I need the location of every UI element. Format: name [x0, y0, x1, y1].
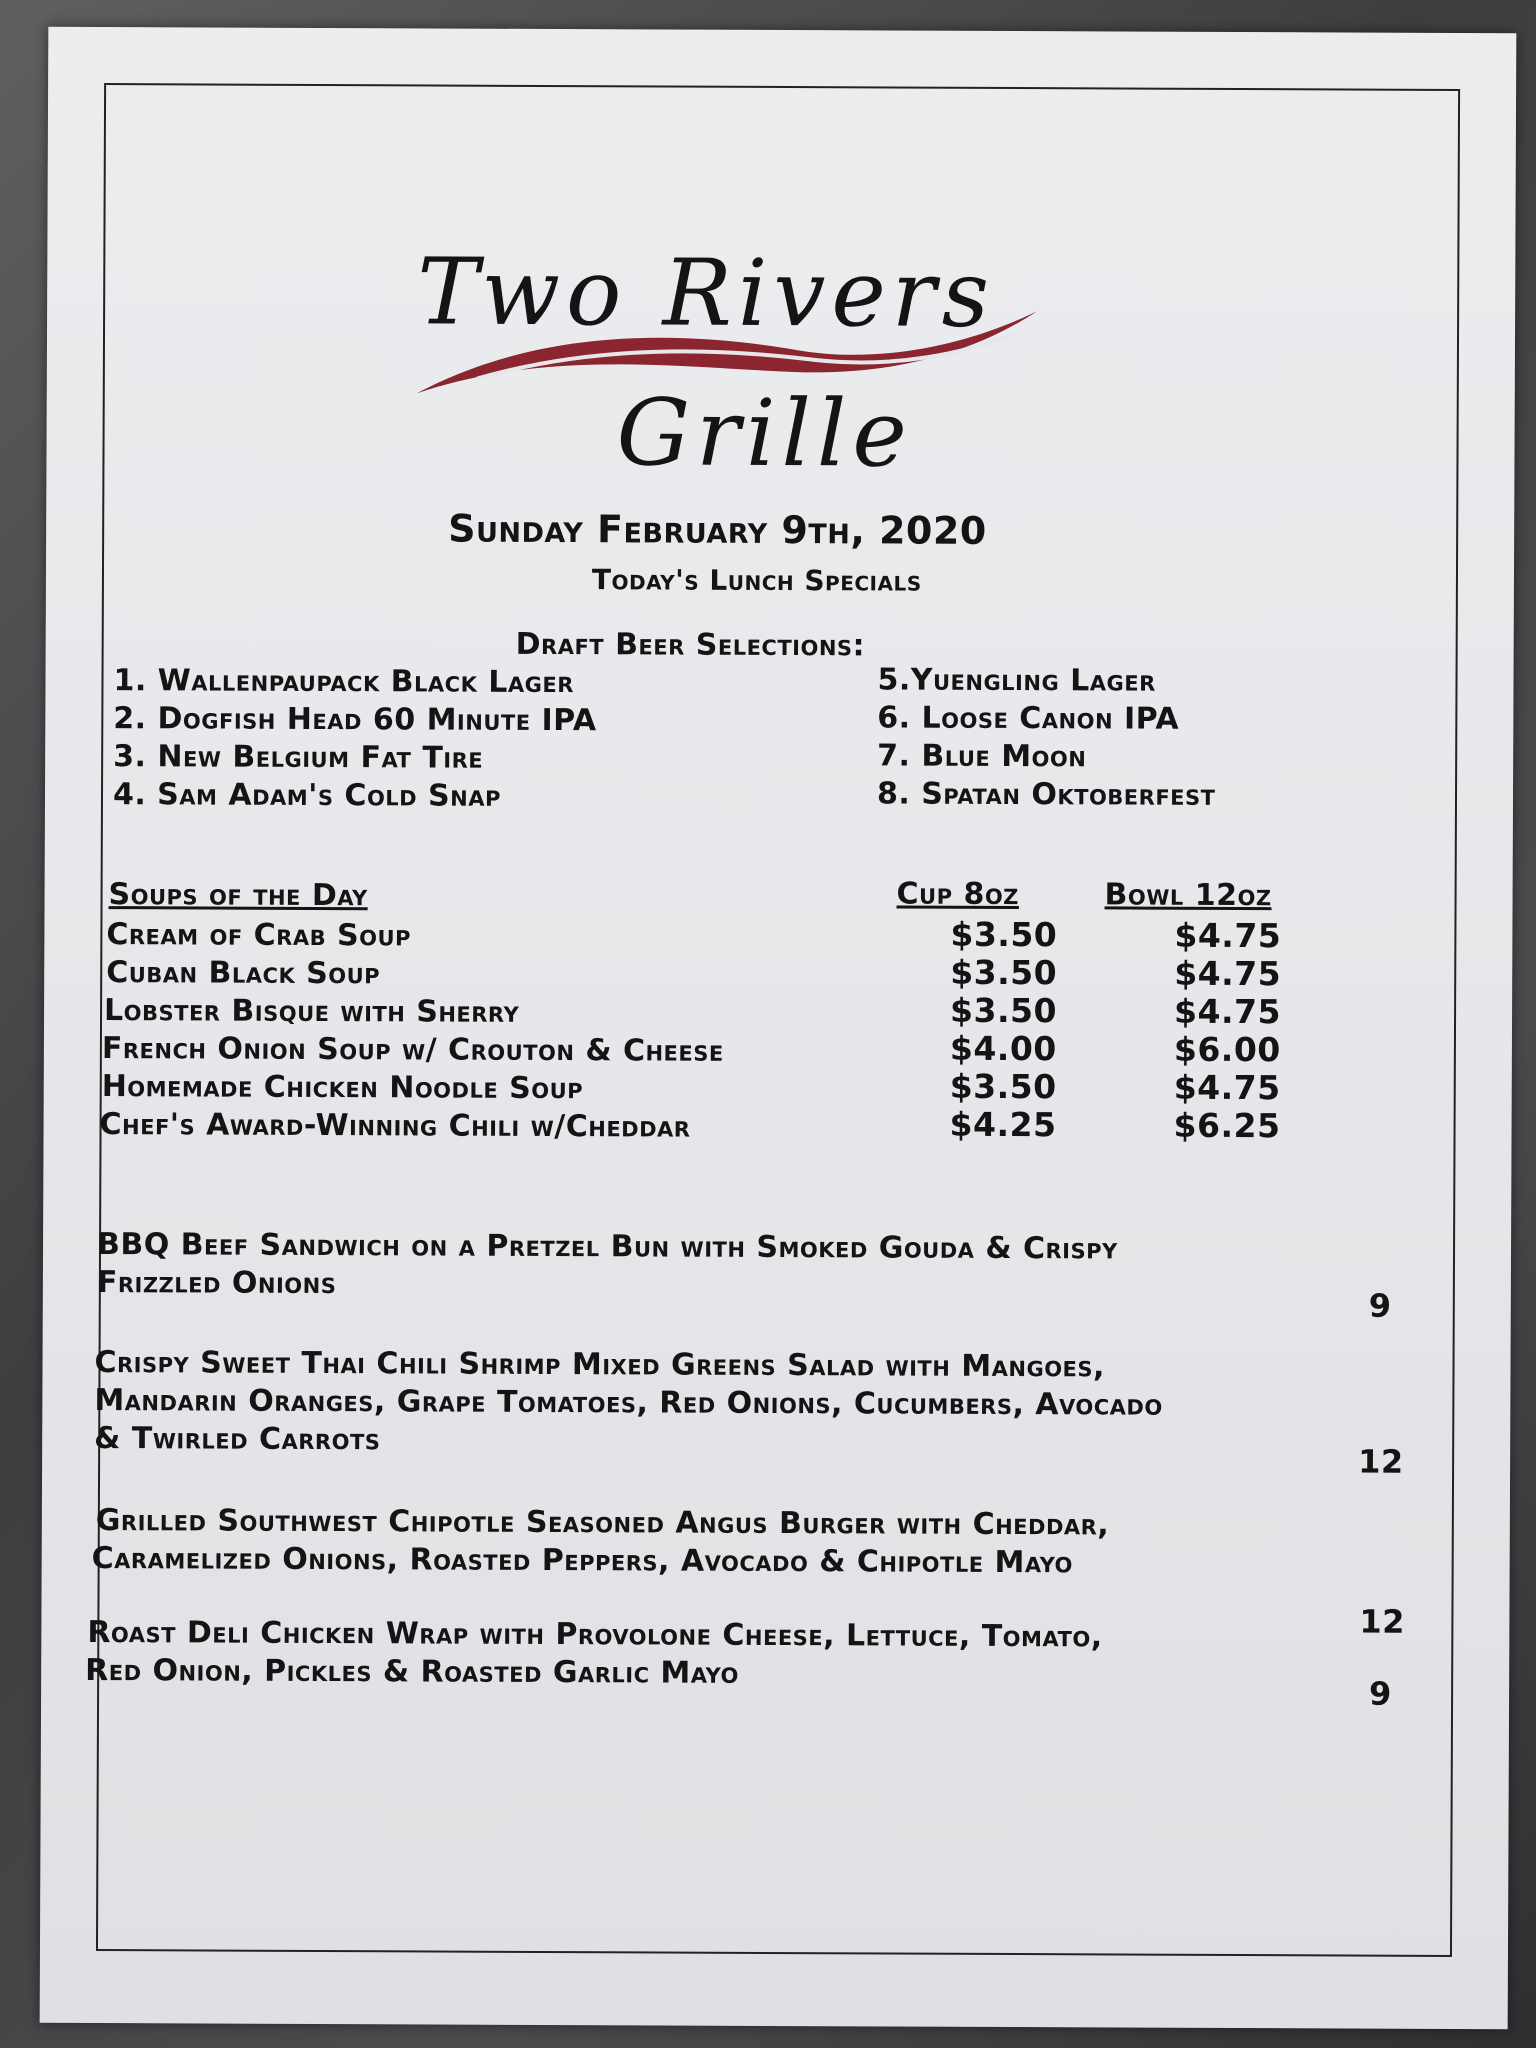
special-line: Mandarin Oranges, Grape Tomatoes, Red Onions, Cucumbers, Avocado — [94, 1383, 1163, 1423]
bowl-size-heading: Bowl 12oz — [1104, 877, 1272, 914]
soup-cup-price: $3.50 — [950, 952, 1058, 993]
soup-name: Homemade Chicken Noodle Soup — [101, 1069, 584, 1107]
soup-bowl-price: $4.75 — [1174, 953, 1282, 994]
soup-name: Lobster Bisque with Sherry — [103, 993, 520, 1030]
beer-heading: Draft Beer Selections: — [515, 626, 866, 664]
soup-bowl-price: $4.75 — [1173, 991, 1282, 1032]
beer-item: 6. Loose Canon IPA — [877, 700, 1180, 737]
beer-item: 4. Sam Adam's Cold Snap — [112, 777, 502, 814]
special-line: BBQ Beef Sandwich on a Pretzel Bun with Smoked Gouda & Crispy — [96, 1227, 1118, 1267]
restaurant-logo — [416, 238, 1177, 501]
beer-item: 2. Dogfish Head 60 Minute IPA — [113, 701, 597, 739]
beer-item: 5.Yuengling Lager — [877, 662, 1156, 699]
beer-item: 8. Spatan Oktoberfest — [876, 776, 1216, 813]
special-line: Grilled Southwest Chipotle Seasoned Angus Burger with Cheddar, — [95, 1503, 1110, 1543]
special-line: Crispy Sweet Thai Chili Shrimp Mixed Greens Salad with Mangoes, — [94, 1345, 1106, 1385]
special-price: 9 — [1368, 1286, 1392, 1325]
beer-item: 3. New Belgium Fat Tire — [113, 739, 484, 776]
logo-line-2: Grille — [616, 379, 914, 488]
menu-subtitle: Today's Lunch Specials — [591, 563, 922, 598]
special-line: Frizzled Onions — [96, 1265, 337, 1302]
special-line: Roast Deli Chicken Wrap with Provolone Cheese, Lettuce, Tomato, — [87, 1614, 1103, 1655]
soup-cup-price: $3.50 — [949, 1066, 1057, 1107]
beer-item: 7. Blue Moon — [877, 738, 1087, 775]
special-price: 12 — [1358, 1442, 1404, 1481]
special-line: & Twirled Carrots — [94, 1421, 381, 1458]
soup-bowl-price: $6.00 — [1173, 1029, 1281, 1070]
soup-bowl-price: $4.75 — [1174, 915, 1282, 956]
soup-cup-price: $4.25 — [949, 1104, 1057, 1145]
menu-sheet — [40, 27, 1517, 2029]
soup-name: Cream of Crab Soup — [106, 917, 412, 954]
soup-bowl-price: $4.75 — [1173, 1067, 1281, 1108]
menu-date: Sunday February 9th, 2020 — [448, 506, 987, 553]
logo-line-1: Two Rivers — [416, 238, 996, 348]
special-line: Red Onion, Pickles & Roasted Garlic Mayo — [85, 1652, 739, 1691]
soup-bowl-price: $6.25 — [1173, 1105, 1281, 1146]
special-line: Caramelized Onions, Roasted Peppers, Avocado & Chipotle Mayo — [91, 1541, 1074, 1581]
soup-cup-price: $3.50 — [950, 914, 1058, 955]
soups-heading: Soups of the Day — [108, 877, 368, 914]
soup-name: Chef's Award-Winning Chili w/Cheddar — [99, 1107, 691, 1145]
soup-cup-price: $4.00 — [949, 1028, 1057, 1069]
special-price: 9 — [1369, 1674, 1392, 1713]
special-price: 12 — [1359, 1602, 1406, 1641]
beer-item: 1. Wallenpaupack Black Lager — [113, 663, 575, 701]
cup-size-heading: Cup 8oz — [896, 876, 1020, 913]
soup-cup-price: $3.50 — [949, 990, 1058, 1031]
soup-name: Cuban Black Soup — [106, 955, 381, 992]
soup-name: French Onion Soup w/ Crouton & Cheese — [101, 1031, 724, 1069]
